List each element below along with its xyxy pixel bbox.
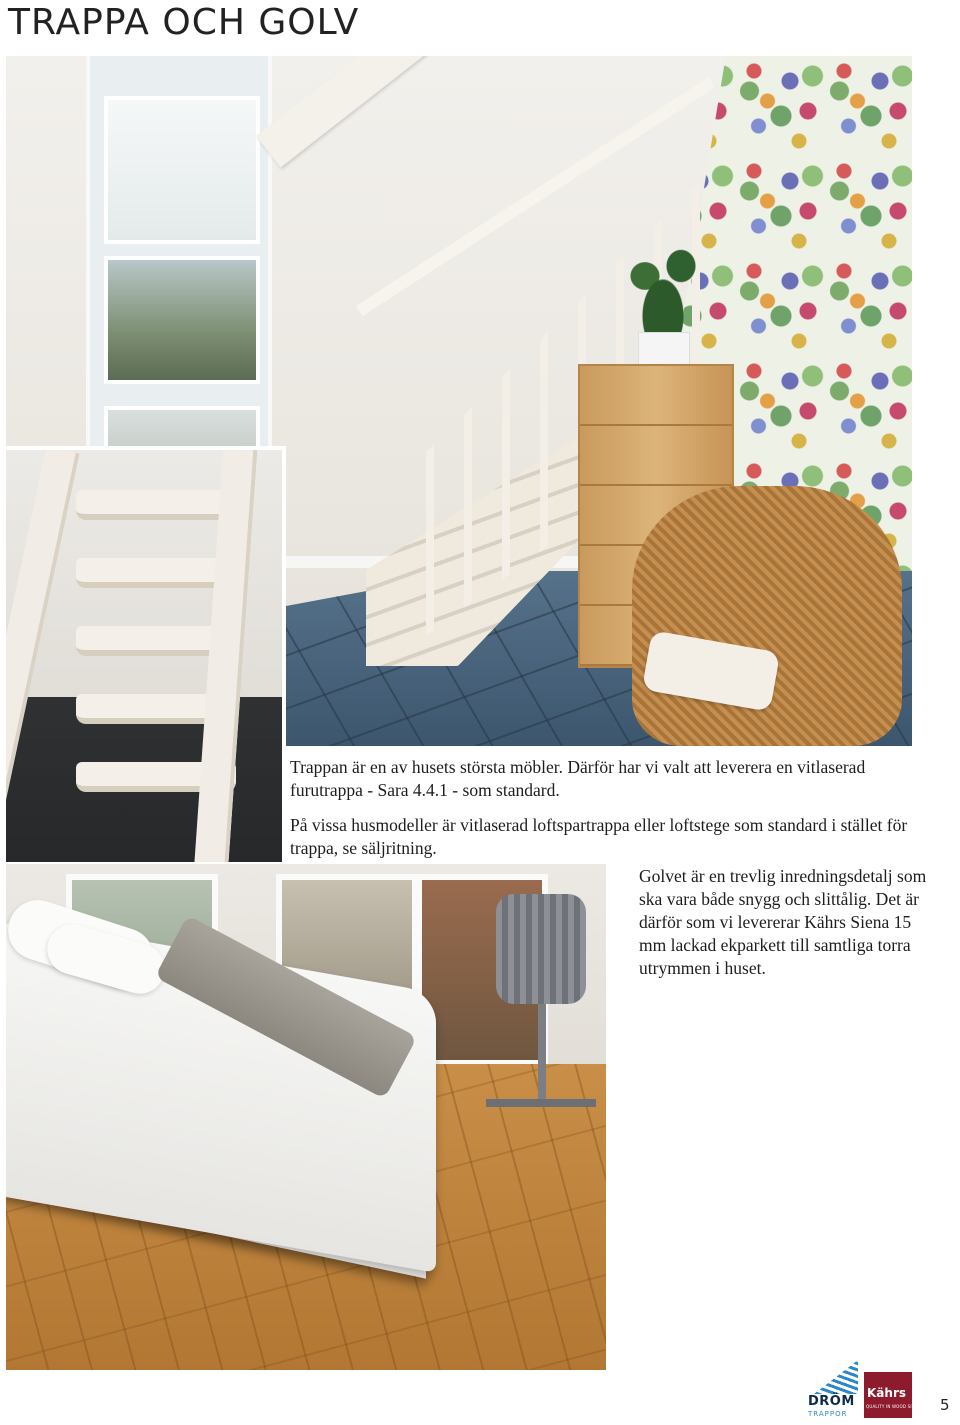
bedroom-photo xyxy=(6,864,606,1370)
kahrs-logo-word: Kährs xyxy=(867,1386,906,1400)
dresser-drawer xyxy=(580,366,732,426)
kahrs-logo-tagline: QUALITY IN WOOD SINCE 1857 xyxy=(866,1404,934,1409)
chair-stem xyxy=(538,1004,546,1104)
window-pane xyxy=(104,96,260,244)
loft-paragraph: På vissa husmodeller är vitlaserad loftspartrappa eller loftstege som standard i stället för trappa, se säljritning. xyxy=(290,815,908,858)
desk-chair xyxy=(496,894,586,1004)
drom-trappor-logo xyxy=(800,1360,856,1424)
tall-window xyxy=(86,56,272,506)
wicker-chair xyxy=(632,486,902,746)
ladder-step xyxy=(76,558,236,588)
potted-plant xyxy=(618,236,708,336)
ladder-rail xyxy=(6,446,80,862)
chair-base xyxy=(486,1099,596,1107)
kahrs-logo xyxy=(864,1372,934,1418)
window-pane xyxy=(104,256,260,384)
intro-paragraph: Trappan är en av husets största möbler. Därför har vi valt att leverera en vitlaserad furutrappa - Sara 4.4.1 - som standard. xyxy=(290,757,866,800)
floor-paragraph: Golvet är en trevlig inredningsdetalj som ska vara både snygg och slittålig. Det är därför som vi levererar Kährs Siena 15 mm lackad ekparkett till samtliga torra utrymmen i huset. xyxy=(639,866,927,978)
dresser-drawer xyxy=(580,426,732,486)
loft-ladder-photo xyxy=(6,446,286,862)
drom-fan-icon xyxy=(814,1360,858,1394)
page-number: 5 xyxy=(940,1396,950,1414)
page-title: TRAPPA OCH GOLV xyxy=(8,2,360,43)
stair-stringer xyxy=(256,56,722,168)
drom-logo-word: DRÖM xyxy=(808,1394,855,1409)
ladder-step xyxy=(76,490,236,520)
drom-logo-sub: TRAPPOR xyxy=(808,1410,848,1418)
plant-pot xyxy=(638,332,690,368)
